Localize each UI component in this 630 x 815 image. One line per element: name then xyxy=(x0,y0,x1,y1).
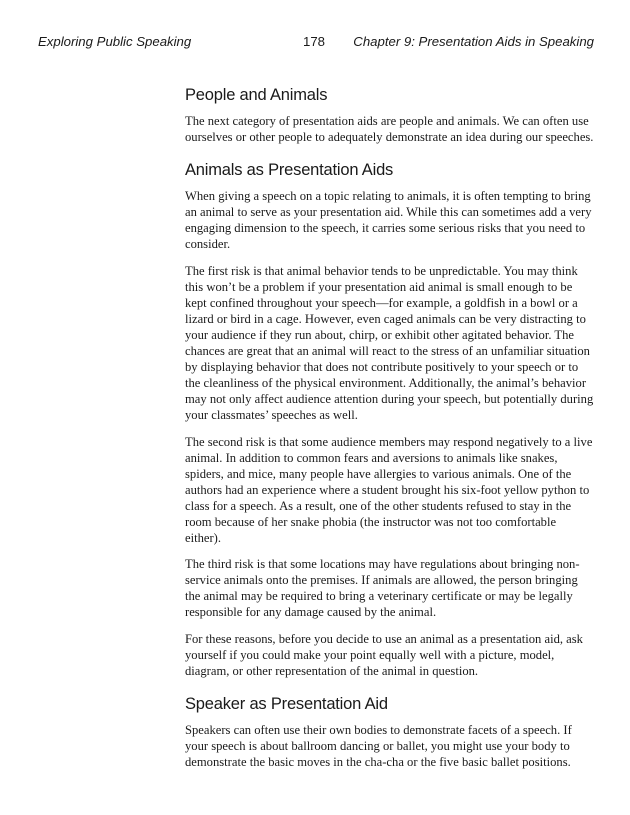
section-heading: Speaker as Presentation Aid xyxy=(185,694,388,713)
section-speaker-as-presentation-aid xyxy=(185,695,595,770)
section-people-and-animals xyxy=(185,86,595,145)
paragraph: The second risk is that some audience members may respond negatively to a live animal. In addition to common fears and aversions to animals like snakes, spiders, and mice, many people have allergies to various animals. One of the authors had an experience where a student brought his six-foot yellow python to class for a speech. As a result, one of the other students refused to stay in the room because of her snake phobia (the instructor was not too comfortable either). xyxy=(185,434,593,546)
paragraph: The first risk is that animal behavior tends to be unpredictable. You may think this won’t be a problem if your presentation aid animal is small enough to be kept confined throughout your speech—for example, a goldfish in a bowl or a lizard or bird in a cage. However, even caged animals can be very distracting to your audience if they run about, chirp, or exhibit other agitated behavior. The chances are great that an animal will react to the stress of an unfamiliar situation by displaying behavior that does not contribute positively to your speech or to the cleanliness of the physical environment. Additionally, the animal’s behavior may not only affect audience attention during your speech, but potentially during your classmates’ speeches as well. xyxy=(185,263,594,423)
section-animals-as-presentation-aids xyxy=(185,161,595,679)
paragraph: The next category of presentation aids are people and animals. We can often use ourselves or other people to adequately demonstrate an idea during our speeches. xyxy=(185,114,594,145)
chapter-title: Chapter 9: Presentation Aids in Speaking xyxy=(353,34,594,49)
section-heading: Animals as Presentation Aids xyxy=(185,161,394,180)
section-heading: People and Animals xyxy=(185,86,328,104)
paragraph: When giving a speech on a topic relating to animals, it is often tempting to bring an animal to serve as your presentation aid. While this can sometimes add a very engaging dimension to the speech, it carries some serious risks that you need to consider. xyxy=(185,189,592,252)
paragraph: Speakers can often use their own bodies to demonstrate facets of a speech. If your speech is about ballroom dancing or ballet, you might use your body to demonstrate the basic moves in the cha-cha or the five basic ballet positions. xyxy=(185,722,572,769)
running-header xyxy=(38,34,594,54)
page-body xyxy=(185,86,595,780)
paragraph: The third risk is that some locations may have regulations about bringing non-service animals onto the premises. If animals are allowed, the person bringing the animal may be required to bring a veterinary certificate or may be legally responsible for any damage caused by the animal. xyxy=(185,557,580,620)
page-number: 178 xyxy=(303,34,326,49)
paragraph: For these reasons, before you decide to use an animal as a presentation aid, ask yourself if you could make your point equally well with a picture, model, diagram, or other representation of the animal in question. xyxy=(185,631,583,678)
book-title: Exploring Public Speaking xyxy=(38,34,192,49)
